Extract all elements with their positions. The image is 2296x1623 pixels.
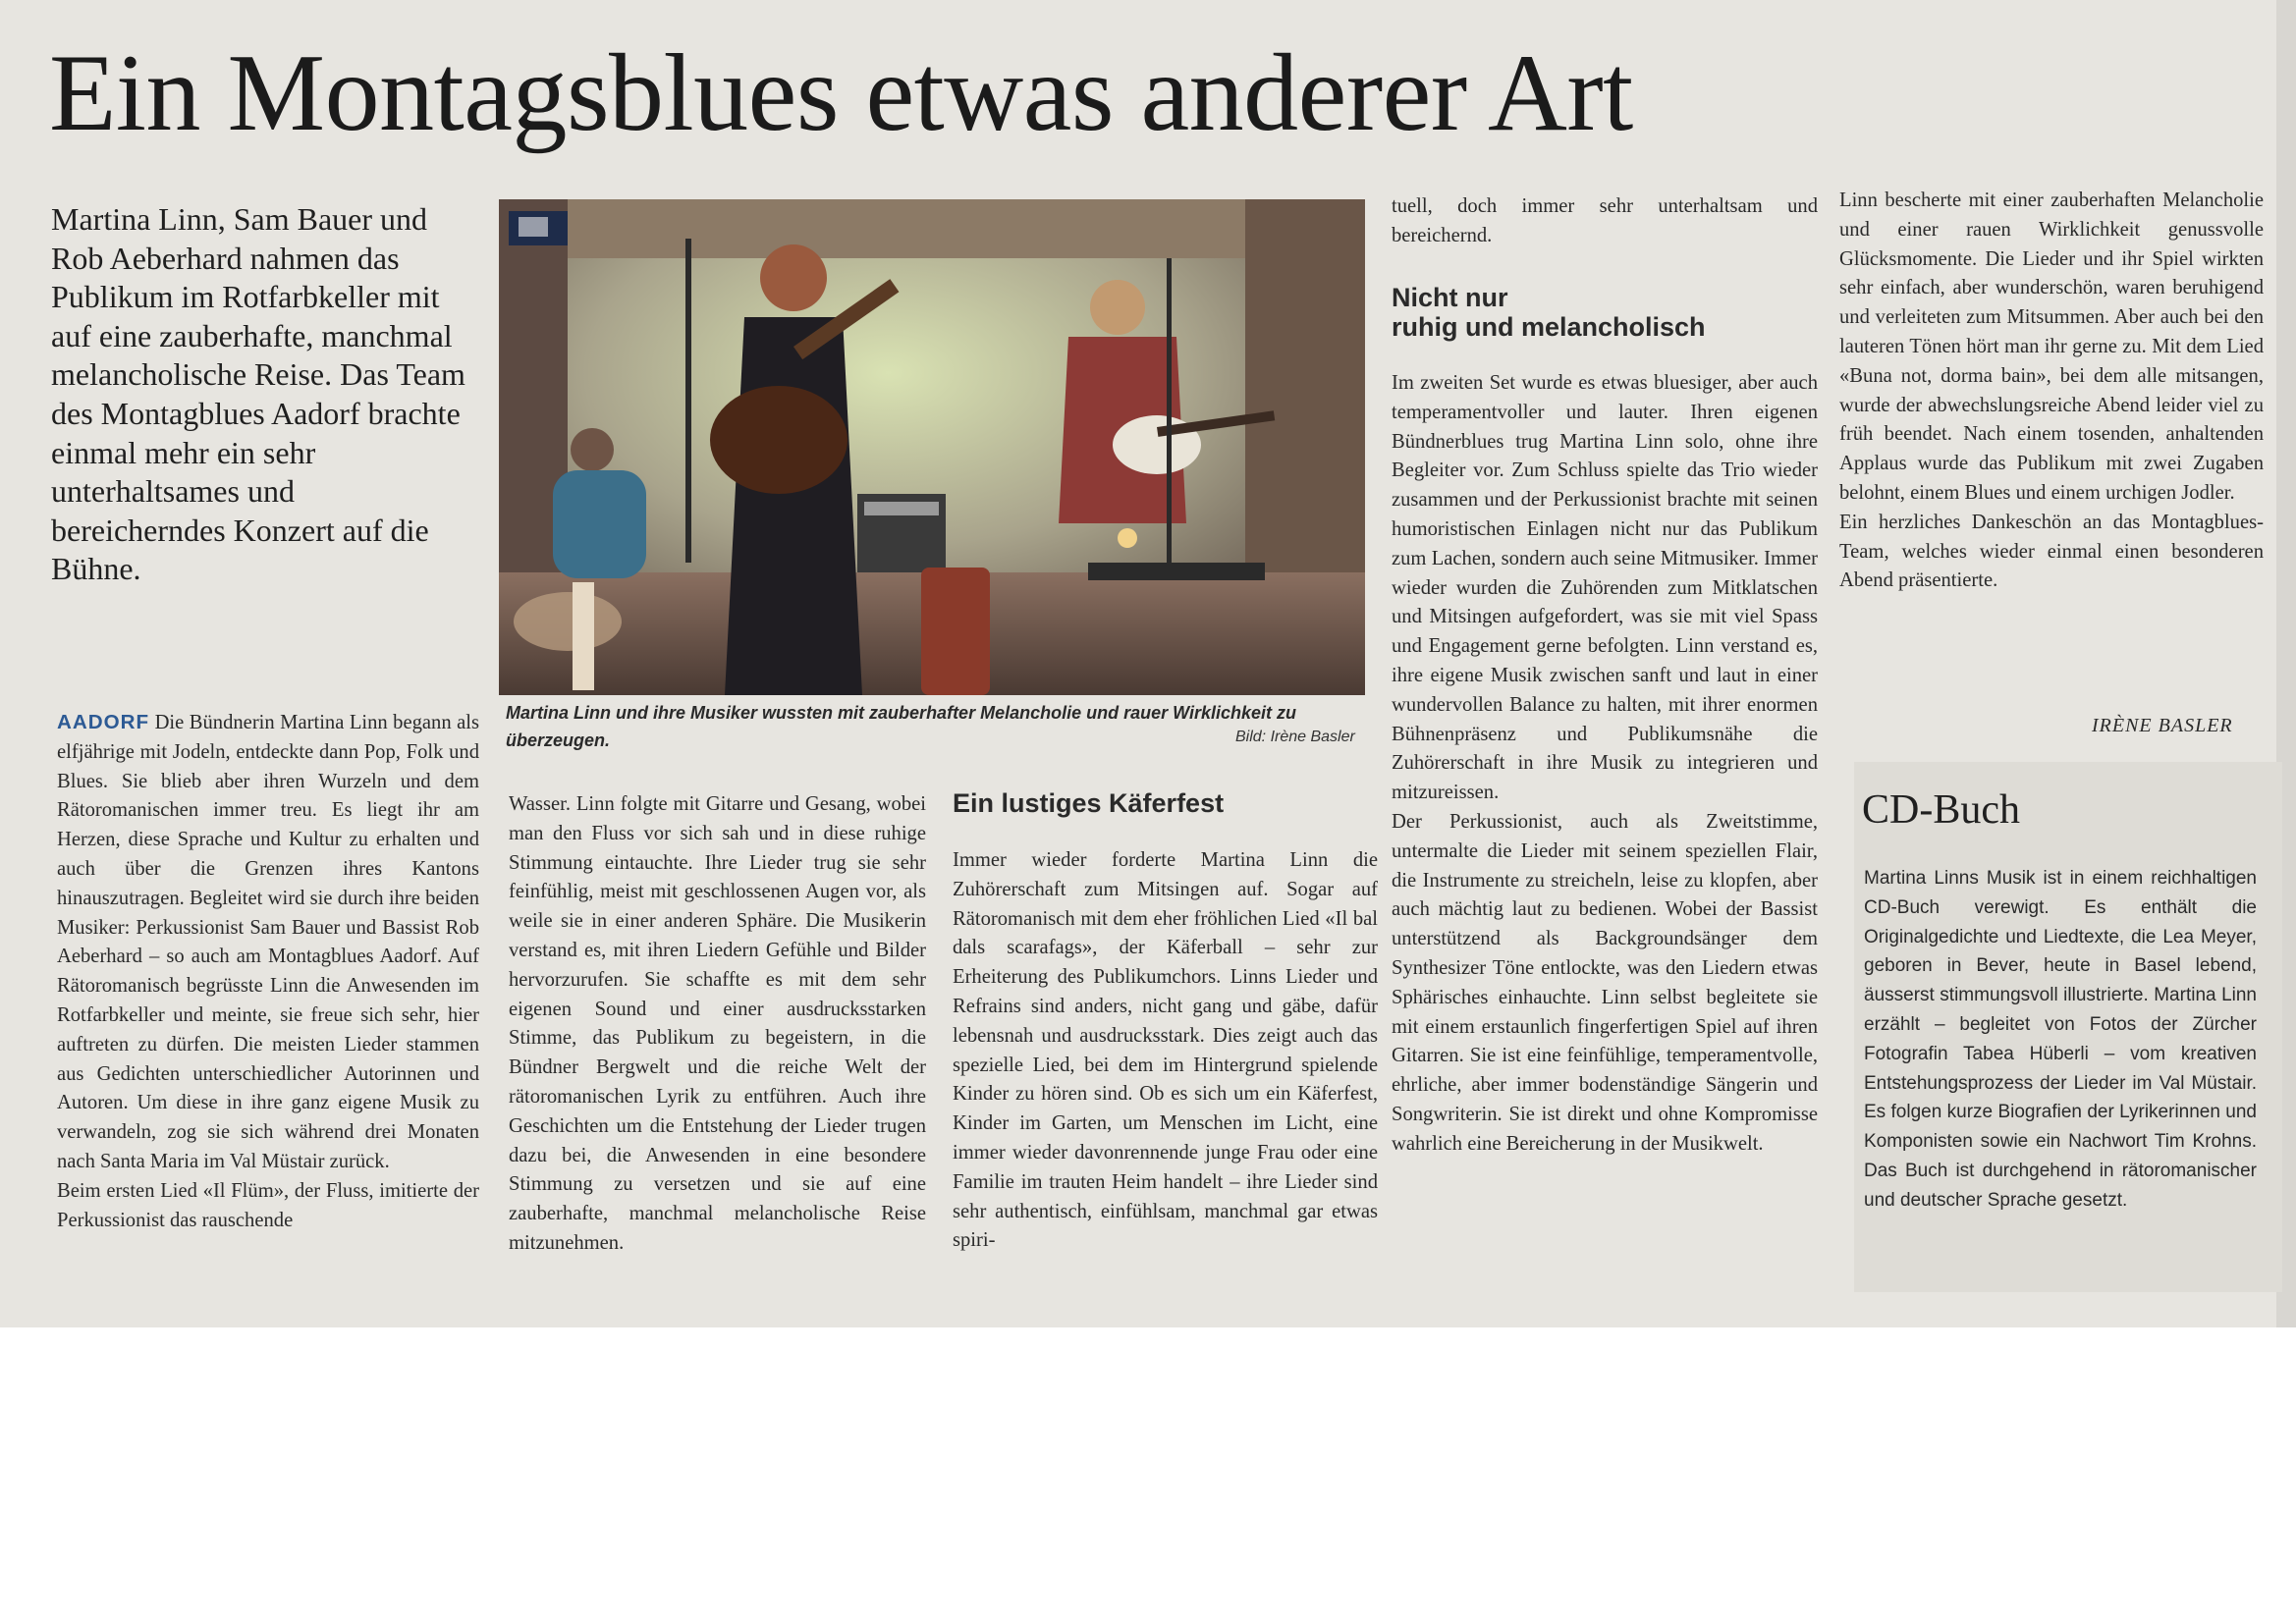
article-column-3 — [953, 846, 1378, 1327]
article-text-col4a: tuell, doch immer sehr unterhaltsam und bereichernd. — [1392, 195, 1818, 246]
author-signature: IRÈNE BASLER — [2092, 715, 2233, 736]
article-text-col5: Linn bescherte mit einer zauberhaften Melancholie und einer rauen Wirklichkeit genussvolle Glücksmomente. Die Lieder und ihr Spiel wirkten sehr einfach, aber wunderschön, waren beruhigend und verleiteten zum Mitsummen. Aber auch bei den lauteren Tönen hört man ihr gerne zu. Mit dem Lied «Buna not, dorma bain», bei dem alle mitsangen, wurde der abwechslungsreiche Abend leider viel zu früh beendet. Nach einem tosenden, anhaltenden Applaus wurde das Publikum mit zwei Zugaben belohnt, einem Blues und einem urchigen Jodler. — [1839, 189, 2264, 504]
article-text-col1b: Beim ersten Lied «Il Flüm», der Fluss, imitierte der Perkussionist das rauschende — [57, 1179, 479, 1231]
article-column-2 — [509, 790, 926, 1332]
article-text-col4: Im zweiten Set wurde es etwas bluesiger, aber auch temperamentvoller und lauter. Ihren eigenen Bündnerblues trug Martina Linn solo, ohne ihre Begleiter vor. Zum Schluss spielte das Trio wieder zusammen und der Perkussionist brachte mit seinen humoristischen Einlagen nicht nur das Publikum zum Lachen, sondern auch seine Mitmusiker. Immer wieder wurden die Zuhörenden zum Mitklatschen und Mitsingen aufgefordert, was sie mit viel Spass und Engagement gerne befolgten. Linn verstand es, ihre eigene Musik zwischen sanft und laut in einer wundervollen Balance zu halten, mit ihrer enormen Bühnenpräsenz und Publikumsnähe die Zuhörerschaft in ihre Musik zu integrieren und mitzureissen. — [1392, 372, 1818, 804]
box-title: CD-Buch — [1862, 787, 2020, 833]
subhead-kaeferfest: Ein lustiges Käferfest — [953, 788, 1225, 818]
concert-photo-illustration — [499, 199, 1365, 695]
box-text: Martina Linns Musik ist in einem reichhaltigen CD-Buch verewigt. Es enthält die Originalgedichte und Liedtexte, die Lea Meyer, geboren in Bever, heute in Basel lebend, äusserst stimmungsvoll illustrierte. Martina Linn erzählt – begleitet von Fotos der Zürcher Fotografin Tabea Hüberli – vom kreativen Entstehungsprozess der Lieder im Val Müstair. Es folgen kurze Biografien der Lyrikerinnen und Komponisten sowie ein Nachwort Tim Krohns. Das Buch ist durchgehend in rätoromanischer und deutscher Sprache gesetzt. — [1864, 868, 2257, 1211]
subhead-nicht-nur: Nicht nur — [1392, 283, 1508, 312]
concert-photo — [499, 199, 1365, 695]
subhead-ruhig: ruhig und melancholisch — [1392, 312, 1706, 342]
article-text-col2: Wasser. Linn folgte mit Gitarre und Gesang, wobei man den Fluss vor sich sah und in diese ruhige Stimmung eintauchte. Ihre Lieder trug sie sehr feinfühlig, meist mit geschlossenen Augen vor, als weile sie in einer anderen Sphäre. Die Musikerin verstand es, mit ihren Liedern Gefühle und Bilder hervorzurufen. Sie schaffte es mit dem sehr eigenen Sound und einer ausdrucksstarken Stimme, das Publikum zu begeistern, in die Bündner Bergwelt und die reiche Welt der rätoromanischen Lyrik zu entführen. Auch ihre Geschichten um die Entstehung der Lieder trugen dazu bei, die Anwesenden in eine besondere Stimmung zu versetzen und sie auf eine zauberhafte, manchmal melancholische Reise mitzunehmen. — [509, 793, 926, 1254]
article-column-4 — [1392, 369, 1818, 1327]
article-text-col3: Immer wieder forderte Martina Linn die Zuhörerschaft zum Mitsingen auf. Sogar auf Rätoromanisch mit dem eher fröhlichen Lied «Il bal dals scarafags», der Käferball – sehr zur Erheiterung des Publikumchors. Linns Lieder und Refrains sind anders, nicht gang und gäbe, dafür lebensnah und ausdrucksstark. Dies zeigt auch das spezielle Lied, bei dem im Hintergrund spielende Kinder zu hören sind. Ob es sich um ein Käferfest, Kinder im Garten, um Menschen im Licht, eine immer wieder davonrennende junge Frau oder eine Familie im trauten Heim handelt – ihre Lieder sind sehr authentisch, einfühlsam, manchmal gar etwas spiri- — [953, 849, 1378, 1252]
article-text-col4b: Der Perkussionist, auch als Zweitstimme, untermalte die Lieder mit seinem speziellen Flair, die Instrumente zu streicheln, leise zu klopfen, aber auch mächtig laut zu bedienen. Wobei der Bassist unterstützend als Backgroundsänger dem Synthesizer Töne entlockte, was den Liedern etwas Sphärisches einhauchte. Linn selbst begleitete sie mit einem erstaunlich fingerfertigen Spiel auf ihren Gitarren. Sie ist eine feinfühlige, temperamentvolle, ehrliche, aber immer bodenständige Sängerin und Songwriterin. Sie ist direkt und ohne Kompromisse wahrlich eine Bereicherung in der Musikwelt. — [1392, 810, 1818, 1155]
article-text-col5b: Ein herzliches Dankeschön an das Montagblues-Team, welches wieder einmal einen besonderen Abend präsentierte. — [1839, 511, 2264, 592]
headline: Ein Montagsblues etwas anderer Art — [49, 32, 1633, 154]
article-column-1 — [57, 708, 479, 1326]
dateline: AADORF — [57, 711, 150, 733]
article-column-4-top — [1392, 192, 1818, 287]
photo-caption: Martina Linn und ihre Musiker wussten mit zauberhafter Melancholie und rauer Wirklichkeit zu überzeugen. — [506, 703, 1296, 750]
article-text-col1: Die Bündnerin Martina Linn begann als elfjährige mit Jodeln, entdeckte dann Pop, Folk und Blues. Sie blieb aber ihren Wurzeln und dem Rätoromanischen immer treu. Es liegt ihr am Herzen, diese Sprache und Kultur zu erhalten und auch über die Grenzen ihres Kantons hinauszutragen. Begleitet wird sie durch ihre beiden Musiker: Perkussionist Sam Bauer und Bassist Rob Aeberhard – so auch am Montagblues Aadorf. Auf Rätoromanisch begrüsste Linn die Anwesenden im Rotfarbkeller und meinte, sie freue sich sehr, hier auftreten zu dürfen. Die meisten Lieder stammen aus Gedichten unterschiedlicher Autorinnen und Autoren. Um diese in ihre ganz eigene Musik zu verwandeln, zog sie sich während drei Monaten nach Santa Maria im Val Müstair zurück. — [57, 712, 479, 1172]
lead-paragraph: Martina Linn, Sam Bauer und Rob Aeberhard nahmen das Publikum im Rotfarbkeller mit auf eine zauberhafte, manchmal melancholische Reise. Das Team des Montagblues Aadorf brachte einmal mehr ein sehr unterhaltsames und bereicherndes Konzert auf die Bühne. — [51, 201, 465, 587]
article-column-5 — [1839, 187, 2264, 691]
photo-credit: Bild: Irène Basler — [1235, 729, 1355, 745]
